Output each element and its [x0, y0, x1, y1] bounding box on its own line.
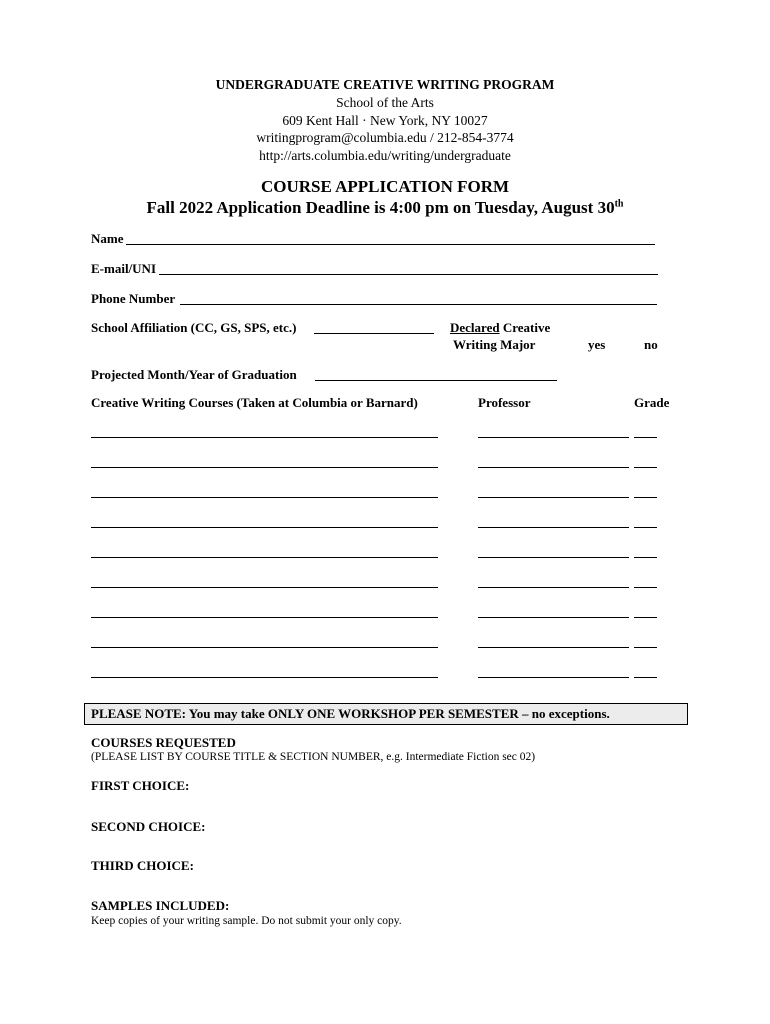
second-choice-field[interactable] — [215, 816, 680, 836]
professor-field[interactable] — [478, 617, 629, 618]
website-url: http://arts.columbia.edu/writing/undergraduate — [259, 148, 511, 163]
third-choice-field[interactable] — [205, 855, 680, 875]
name-field[interactable] — [126, 229, 655, 245]
first-choice-label: FIRST CHOICE: — [91, 778, 190, 793]
school-affiliation-field[interactable] — [314, 318, 434, 334]
samples-note: Keep copies of your writing sample. Do not submit your only copy. — [91, 915, 402, 927]
phone-field[interactable] — [180, 289, 657, 305]
courses-column-header: Creative Writing Courses (Taken at Columbia or Barnard) — [91, 395, 418, 410]
name-label: Name — [91, 231, 124, 246]
course-field[interactable] — [91, 557, 438, 558]
course-field[interactable] — [91, 677, 438, 678]
grade-field[interactable] — [634, 647, 657, 648]
grade-field[interactable] — [634, 467, 657, 468]
email-field[interactable] — [159, 259, 658, 275]
professor-field[interactable] — [478, 527, 629, 528]
professor-column-header: Professor — [478, 395, 531, 410]
course-field[interactable] — [91, 437, 438, 438]
deadline: Fall 2022 Application Deadline is 4:00 pm on Tuesday, August 30th — [146, 198, 624, 217]
grade-field[interactable] — [634, 497, 657, 498]
grade-field[interactable] — [634, 527, 657, 528]
professor-field[interactable] — [478, 437, 629, 438]
courses-requested-instruction: (PLEASE LIST BY COURSE TITLE & SECTION NUMBER, e.g. Intermediate Fiction sec 02) — [91, 751, 536, 763]
major-yes-option[interactable]: yes — [588, 337, 606, 352]
professor-field[interactable] — [478, 587, 629, 588]
writing-major-label: Writing Major — [453, 337, 536, 352]
school-name: School of the Arts — [336, 95, 434, 110]
grade-field[interactable] — [634, 677, 657, 678]
course-field[interactable] — [91, 497, 438, 498]
professor-field[interactable] — [478, 647, 629, 648]
course-field[interactable] — [91, 647, 438, 648]
course-field[interactable] — [91, 587, 438, 588]
professor-field[interactable] — [478, 677, 629, 678]
graduation-field[interactable] — [315, 365, 557, 381]
grade-field[interactable] — [634, 617, 657, 618]
program-title: UNDERGRADUATE CREATIVE WRITING PROGRAM — [215, 77, 555, 92]
grade-field[interactable] — [634, 437, 657, 438]
graduation-label: Projected Month/Year of Graduation — [91, 367, 297, 382]
email-label: E-mail/UNI — [91, 261, 156, 276]
grade-field[interactable] — [634, 557, 657, 558]
professor-field[interactable] — [478, 557, 629, 558]
address: 609 Kent Hall · New York, NY 10027 — [282, 113, 488, 128]
second-choice-label: SECOND CHOICE: — [91, 819, 206, 834]
first-choice-field[interactable] — [200, 775, 680, 795]
workshop-note: PLEASE NOTE: You may take ONLY ONE WORKSHOP PER SEMESTER – no exceptions. — [84, 703, 688, 725]
course-field[interactable] — [91, 527, 438, 528]
school-affiliation-label: School Affiliation (CC, GS, SPS, etc.) — [91, 320, 297, 335]
professor-field[interactable] — [478, 497, 629, 498]
declared-label: Declared Creative — [450, 320, 551, 335]
course-field[interactable] — [91, 467, 438, 468]
major-no-option[interactable]: no — [644, 337, 658, 352]
course-field[interactable] — [91, 617, 438, 618]
grade-column-header: Grade — [634, 395, 670, 410]
contact: writingprogram@columbia.edu / 212-854-3774 — [256, 130, 514, 145]
phone-label: Phone Number — [91, 291, 176, 306]
professor-field[interactable] — [478, 467, 629, 468]
third-choice-label: THIRD CHOICE: — [91, 858, 194, 873]
grade-field[interactable] — [634, 587, 657, 588]
courses-requested-heading: COURSES REQUESTED — [91, 735, 236, 750]
form-title: COURSE APPLICATION FORM — [260, 177, 510, 196]
samples-heading: SAMPLES INCLUDED: — [91, 898, 230, 913]
